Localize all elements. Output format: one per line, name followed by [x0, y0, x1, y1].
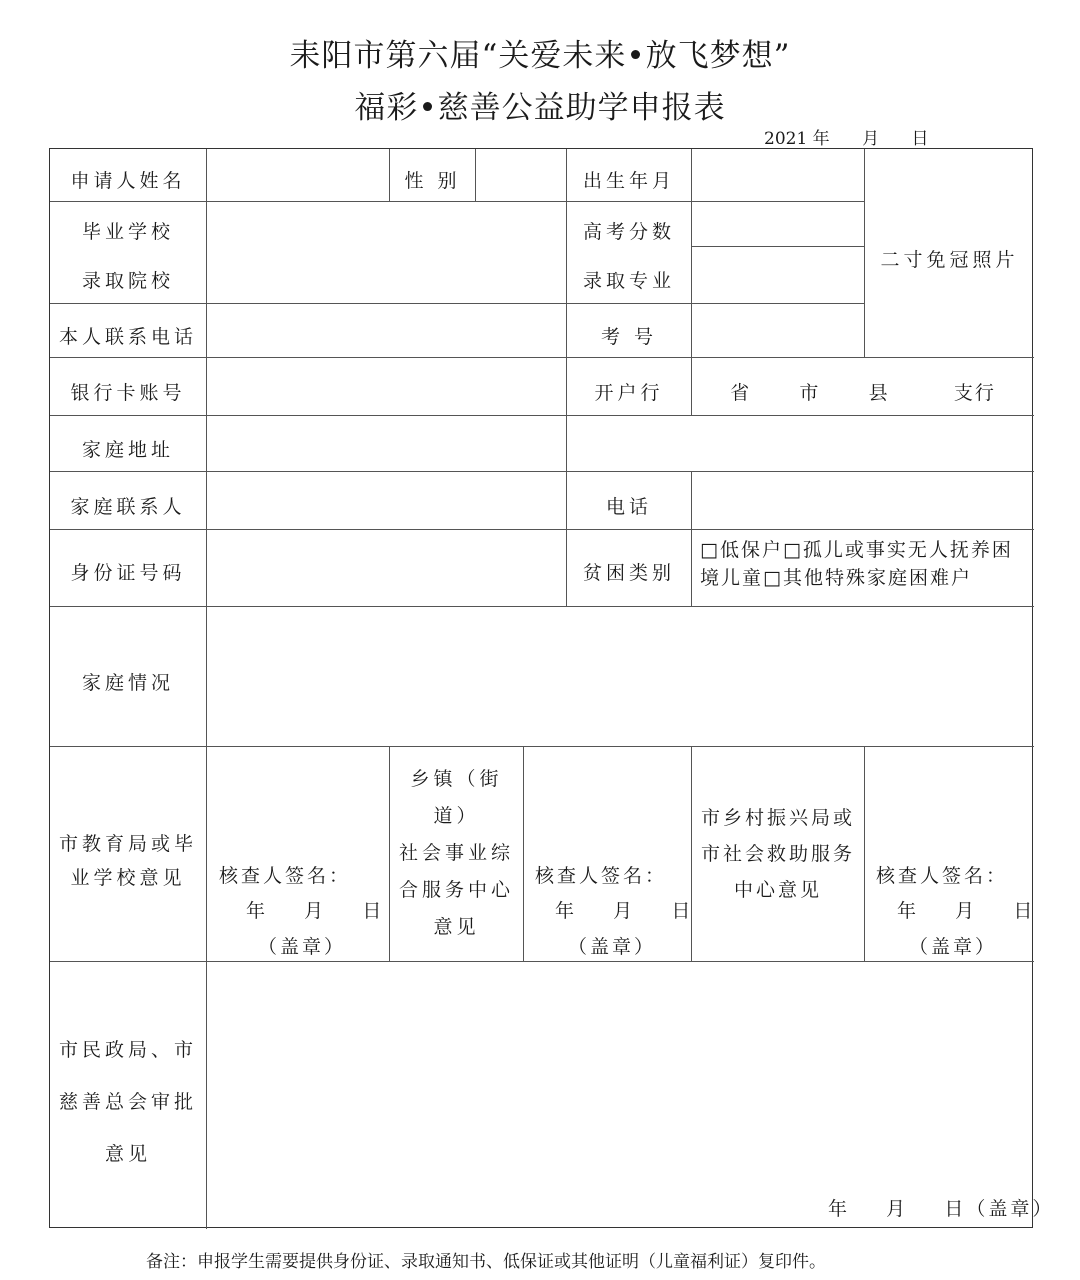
approval-field[interactable] — [207, 961, 1034, 1229]
edu-checker-sign: 核查人签名： — [219, 865, 352, 887]
grad-school-field[interactable] — [207, 201, 566, 246]
home-address-label: 家庭地址 — [81, 439, 174, 461]
bank-open-label: 开户行 — [594, 382, 664, 404]
exam-score-field[interactable] — [692, 201, 864, 246]
family-situation-label: 家庭情况 — [81, 672, 174, 694]
admit-major-field[interactable] — [692, 246, 864, 303]
edu-opinion-label: 市教育局或毕 业学校意见 — [58, 832, 197, 889]
grad-school-label: 毕业学校 — [81, 221, 174, 243]
footer-note: 备注：申报学生需要提供身份证、录取通知书、低保证或其他证明（儿童福利证）复印件。 — [146, 1252, 826, 1272]
birth-label: 出生年月 — [582, 170, 675, 192]
poverty-type-label: 贫困类别 — [582, 562, 675, 584]
gender-label: 性 别 — [404, 170, 461, 192]
edu-stamp: （盖章） — [258, 936, 347, 958]
form-date: 2021 年 月 日 — [764, 129, 929, 149]
rural-checker-sign: 核查人签名： — [876, 865, 1009, 887]
tel-label: 电话 — [605, 496, 652, 518]
id-number-field[interactable] — [207, 529, 566, 606]
town-checker-sign: 核查人签名： — [535, 865, 668, 887]
form-title-line1: 耒阳市第六届“关爱未来•放飞梦想” — [289, 38, 791, 74]
id-number-label: 身份证号码 — [70, 562, 186, 584]
gender-field[interactable] — [476, 149, 566, 201]
applicant-name-field[interactable] — [207, 149, 389, 201]
family-contact-field[interactable] — [207, 471, 566, 529]
poverty-options[interactable]: □低保户□孤儿或事实无人抚养困境儿童□其他特殊家庭困难户 — [700, 539, 1013, 589]
admit-college-field[interactable] — [207, 246, 566, 303]
admit-college-label: 录取院校 — [81, 270, 174, 292]
applicant-name-label: 申请人姓名 — [70, 170, 186, 192]
bank-card-label: 银行卡账号 — [70, 382, 186, 404]
exam-score-label: 高考分数 — [582, 221, 675, 243]
rural-sign-date: 年 月 日 — [897, 900, 1036, 922]
admit-major-label: 录取专业 — [582, 270, 675, 292]
tel-field[interactable] — [692, 471, 1034, 529]
exam-number-label: 考 号 — [600, 326, 658, 348]
rural-stamp: （盖章） — [909, 936, 998, 958]
birth-field[interactable] — [692, 149, 864, 201]
photo-placeholder[interactable]: 二寸免冠照片 — [880, 249, 1019, 271]
approval-label: 市民政局、市 慈善总会审批 意见 — [58, 1039, 197, 1165]
phone-label: 本人联系电话 — [58, 326, 197, 348]
bank-card-field[interactable] — [207, 357, 566, 415]
phone-field[interactable] — [207, 303, 566, 357]
edu-sign-date: 年 月 日 — [246, 900, 385, 922]
exam-number-field[interactable] — [692, 303, 864, 357]
town-opinion-label: 乡镇（街道） 社会事业综 合服务中心 意见 — [398, 767, 514, 938]
rural-opinion-label: 市乡村振兴局或 市社会救助服务 中心意见 — [700, 807, 855, 901]
approval-date-stamp: 年 月 日（盖章） — [828, 1198, 1055, 1220]
town-stamp: （盖章） — [568, 936, 657, 958]
application-form-table — [49, 148, 1055, 1228]
family-contact-label: 家庭联系人 — [70, 496, 186, 518]
family-situation-field[interactable] — [207, 606, 1034, 746]
home-address-field[interactable] — [207, 415, 1034, 471]
town-sign-date: 年 月 日 — [555, 900, 694, 922]
bank-location-field[interactable]: 省 市 县 支行 — [730, 382, 996, 404]
form-title-line2: 福彩•慈善公益助学申报表 — [354, 90, 726, 126]
